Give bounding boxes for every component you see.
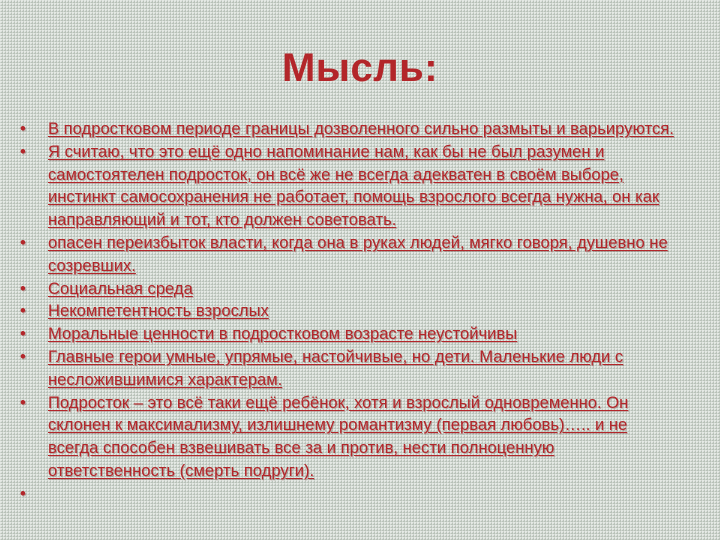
bullet-item: • В подростковом периоде границы дозволенного сильно размыты и варьируются. (20, 118, 680, 141)
bullet-item: • Главные герои умные, упрямые, настойчивые, но дети. Маленькие люди с несложившимися характерам. (20, 346, 680, 392)
bullet-item: • опасен переизбыток власти, когда она в руках людей, мягко говоря, душевно не созревших. (20, 232, 680, 278)
slide-title: Мысль: (281, 46, 439, 90)
bullet-item-empty (20, 483, 680, 506)
bullet-item: • Моральные ценности в подростковом возрасте неустойчивы (20, 323, 680, 346)
bullet-item: • Я считаю, что это ещё одно напоминание нам, как бы не был разумен и самостоятелен подросток, он всё же не всегда адекватен в своём выборе, инстинкт самосохранения не работает, помощь взрослого всегда нужна, он как направляющий и тот, кто должен советовать. (20, 141, 680, 232)
bullet-item: • Некомпетентность взрослых (20, 300, 680, 323)
bullet-item: • Подросток – это всё таки ещё ребёнок, хотя и взрослый одновременно. Он склонен к максимализму, излишнему романтизму (первая любовь)….. и не всегда способен взвешивать все за и против, нести полноценную ответственность (смерть подруги). (20, 392, 680, 483)
bullet-item: • Социальная среда (20, 278, 680, 301)
bullet-list (20, 118, 680, 506)
